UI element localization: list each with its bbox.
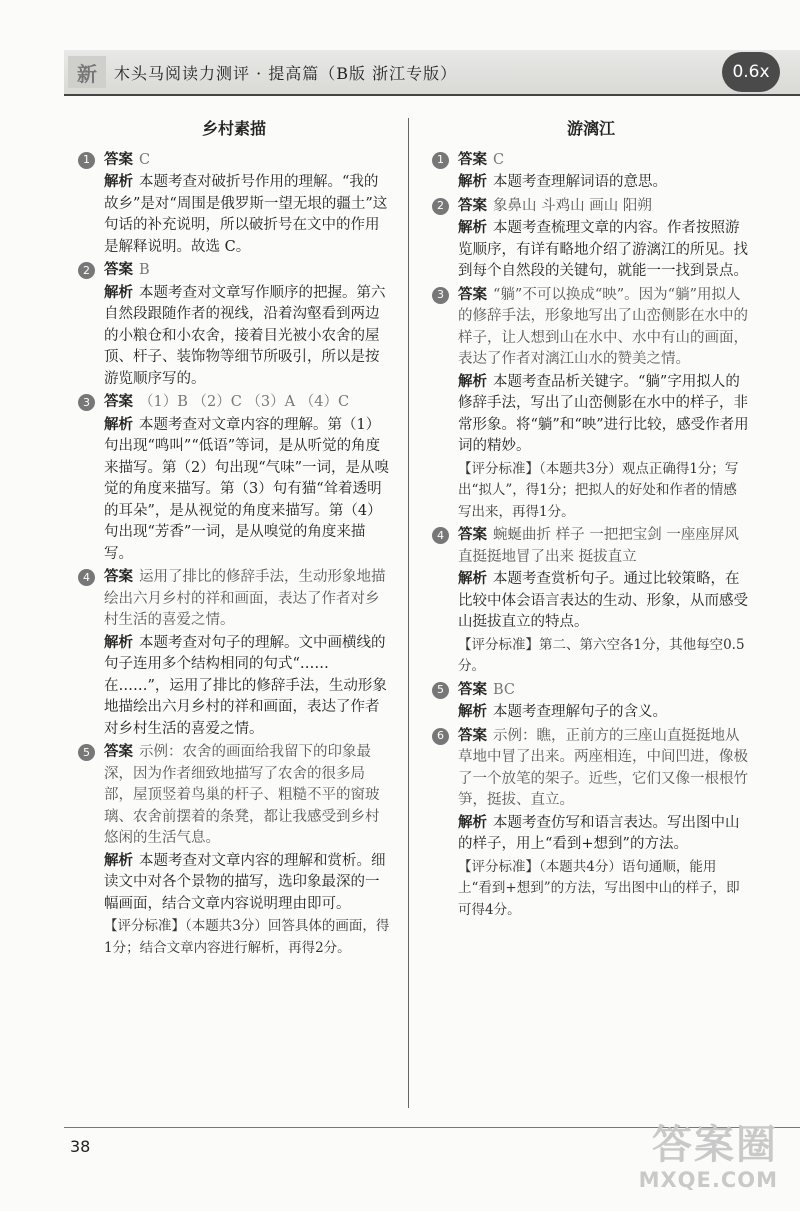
answer-item: [432, 150, 750, 194]
analysis-label: 解析: [458, 571, 487, 587]
question-number-badge: 1: [432, 152, 449, 169]
section-title-right: 游漓江: [566, 119, 615, 138]
analysis-label: 解析: [104, 634, 133, 651]
answer-item: [432, 525, 750, 678]
book-title: 木头马阅读力测评 · 提高篇（B版 浙江专版）: [114, 64, 458, 83]
analysis-text: 本题考查对破折号作用的理解。“我的故乡”是对“周围是俄罗斯一望无垠的疆土”这句话的补充说明，所以破折号在文中的作用是解释说明。故选 C。: [104, 174, 388, 255]
answer-label: 答案: [458, 727, 487, 744]
answer-item: [432, 680, 750, 724]
analysis-text: 本题考查梳理文章的内容。作者按照游览顺序，有详有略地介绍了游漓江的所见。找到每个自然段的关键句，就能一一找到景点。: [458, 220, 748, 279]
answer-label: 答案: [458, 151, 487, 168]
scoring-criteria: 【评分标准】第二、第六空各1分，其他每空0.5分。: [458, 636, 745, 674]
answer-item: [78, 567, 390, 740]
answer-value: B: [139, 262, 150, 278]
question-number-badge: 3: [432, 287, 449, 304]
site-watermark: [608, 1122, 778, 1206]
answer-value: BC: [493, 681, 516, 698]
question-number-badge: 4: [432, 527, 449, 544]
watermark-site-text: MXQE.COM: [638, 1168, 778, 1192]
answer-label: 答案: [458, 527, 487, 543]
page-number: 38: [70, 1137, 91, 1156]
answer-item: [78, 260, 390, 390]
analysis-text: 本题考查赏析句子。通过比较策略，在比较中体会语言表达的生动、形象，从而感受山挺拔直立的特点。: [458, 571, 748, 630]
answer-item: [78, 392, 390, 565]
answer-value: （1）B （2）C （3）A （4）C: [139, 394, 350, 410]
series-logo: 新: [68, 56, 106, 88]
analysis-label: 解析: [458, 174, 487, 190]
answer-item: [432, 285, 750, 524]
page-header: [64, 50, 800, 96]
analysis-label: 解析: [104, 174, 133, 190]
analysis-label: 解析: [104, 416, 133, 433]
answer-label: 答案: [104, 569, 133, 585]
answer-item: [78, 150, 390, 259]
answer-value: “躺”不可以换成“映”。因为“躺”用拟人的修辞手法，形象地写出了山峦侧影在水中的样子，让人想到山在水中、水中有山的画面，表达了作者对漓江山水的赞美之情。: [458, 286, 748, 367]
question-number-badge: 5: [432, 682, 449, 699]
answer-label: 答案: [458, 681, 487, 698]
question-number-badge: 1: [78, 152, 95, 169]
analysis-text: 本题考查对文章写作顺序的把握。第六自然段跟随作者的视线，沿着沟壑看到两边的小粮仓和小农舍，接着目光被小农舍的屋顶、杆子、装饰物等细节所吸引，所以是按游览顺序写的。: [104, 284, 386, 387]
scoring-criteria: 【评分标准】（本题共3分）观点正确得1分；写出“拟人”，得1分；把拟人的好处和作者的情感写出来，再得1分。: [458, 460, 739, 520]
zoom-level-badge[interactable]: 0.6x: [722, 52, 780, 92]
analysis-label: 解析: [458, 373, 487, 390]
section-title-left: 乡村素描: [201, 119, 266, 138]
analysis-text: 本题考查仿写和语言表达。写出图中山的样子，用上“看到+想到”的方法。: [458, 814, 740, 852]
answer-item: [78, 742, 390, 959]
answer-label: 答案: [104, 151, 133, 168]
scoring-criteria: 【评分标准】（本题共3分）回答具体的画面，得1分；结合文章内容进行解析，再得2分。: [104, 918, 390, 956]
answer-item: [432, 726, 750, 922]
analysis-text: 本题考查对句子的理解。文中画横线的句子连用多个结构相同的句式“……在……”，运用了排比的修辞手法，生动形象地描绘出六月乡村的祥和画面，表达了作者对乡村生活的喜爱之情。: [104, 634, 387, 737]
right-column: [432, 118, 750, 923]
answer-label: 答案: [104, 744, 133, 760]
question-number-badge: 5: [78, 744, 95, 761]
answer-value: 示例：瞧，正前方的三座山直挺挺地从草地中冒了出来。两座相连，中间凹进，像极了一个放笔的架子。近些，它们又像一根根竹笋，挺拔、直立。: [458, 727, 748, 808]
answer-value: 象鼻山 斗鸡山 画山 阳朔: [493, 197, 652, 214]
question-number-badge: 2: [78, 262, 95, 279]
left-column: [78, 118, 390, 961]
analysis-text: 本题考查品析关键字。“躺”字用拟人的修辞手法，写出了山峦侧影在水中的样子，非常形象。将“躺”和“映”进行比较，感受作者用词的精妙。: [458, 373, 749, 454]
answer-item: [432, 196, 750, 283]
question-number-badge: 4: [78, 569, 95, 586]
answer-value: 示例：农舍的画面给我留下的印象最深，因为作者细致地描写了农舍的很多局部，屋顶竖着鸟巢的杆子、粗糙不平的窗玻璃、农舍前摆着的条凳，都让我感受到乡村悠闲的生活气息。: [104, 744, 380, 846]
answer-label: 答案: [104, 394, 133, 410]
question-number-badge: 3: [78, 394, 95, 411]
analysis-label: 解析: [104, 852, 133, 869]
answer-label: 答案: [104, 262, 133, 278]
answer-value: C: [139, 151, 151, 168]
analysis-label: 解析: [458, 814, 487, 831]
answer-value: 运用了排比的修辞手法，生动形象地描绘出六月乡村的祥和画面，表达了作者对乡村生活的喜爱之情。: [104, 569, 386, 628]
question-number-badge: 2: [432, 198, 449, 215]
analysis-label: 解析: [104, 284, 133, 301]
analysis-text: 本题考查对文章内容的理解和赏析。细读文中对各个景物的描写，选印象最深的一幅画面，结合文章内容说明理由即可。: [104, 852, 386, 912]
analysis-text: 本题考查理解词语的意思。: [493, 174, 667, 190]
answer-value: 蜿蜒曲折 样子 一把把宝剑 一座座屏风 直挺挺地冒了出来 挺拔直立: [458, 527, 739, 565]
scoring-criteria: 【评分标准】（本题共4分）语句通顺，能用上“看到+想到”的方法，写出图中山的样子，即可得4分。: [458, 858, 740, 918]
question-number-badge: 6: [432, 728, 449, 745]
answer-value: C: [493, 151, 505, 168]
watermark-logo-text: 答案圈: [652, 1122, 778, 1168]
analysis-text: 本题考查对文章内容的理解。第（1）句出现“鸣叫”“低语”等词，是从听觉的角度来描写。第（2）句出现“气味”一词，是从嗅觉的角度来描写。第（3）句有猫“耸着透明的耳朵”，是从视觉的角度来描写。第（4）句出现“芳香”一词，是从嗅觉的角度来描写。: [104, 416, 390, 562]
analysis-text: 本题考查理解句子的含义。: [493, 704, 667, 720]
column-divider: [408, 118, 409, 1108]
answer-label: 答案: [458, 197, 487, 214]
analysis-label: 解析: [458, 704, 487, 720]
answer-label: 答案: [458, 286, 487, 303]
analysis-label: 解析: [458, 220, 487, 236]
